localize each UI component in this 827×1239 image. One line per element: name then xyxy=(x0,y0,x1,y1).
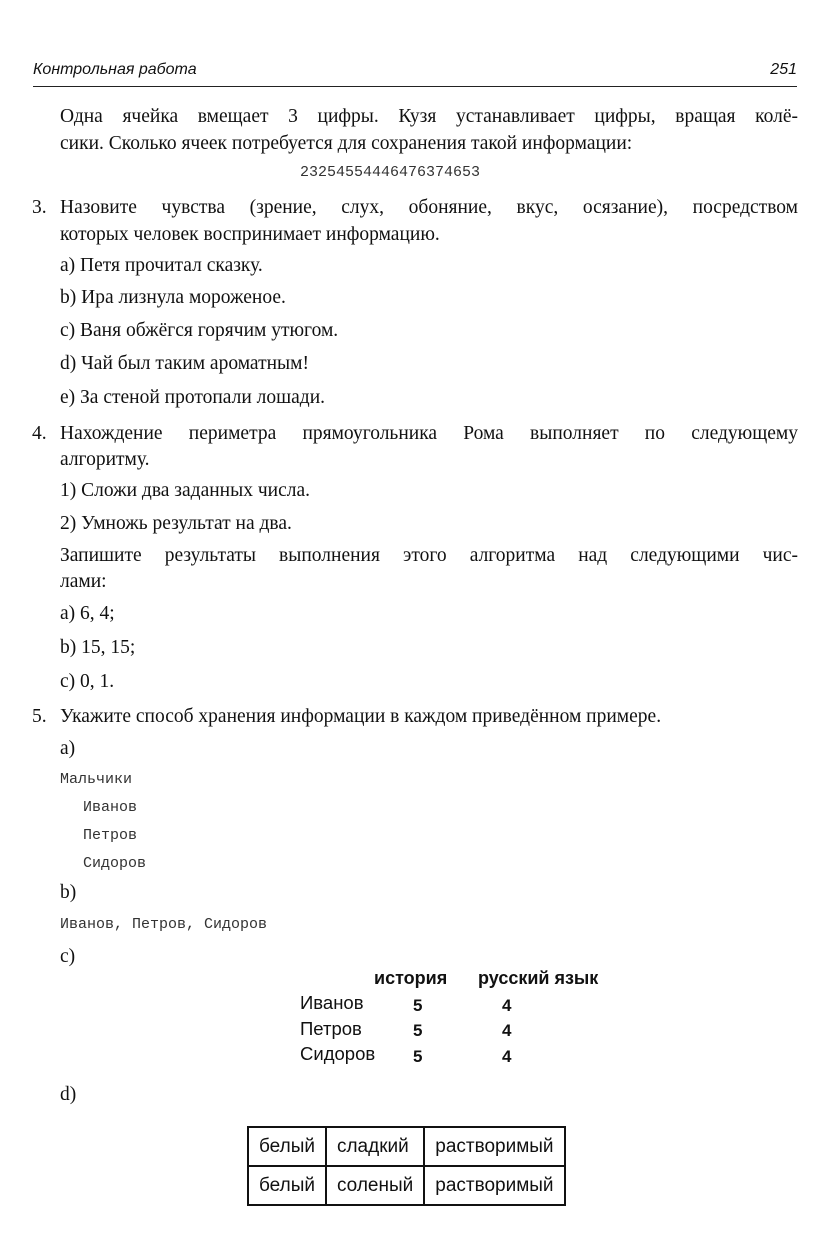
task-3-line-2: которых человек воспринимает информацию. xyxy=(60,224,440,245)
table-cell: растворимый xyxy=(424,1127,564,1166)
page-header xyxy=(33,60,797,87)
task-4-line-2: алгоритму. xyxy=(60,449,150,470)
grades-history-value: 5 xyxy=(413,1021,423,1040)
page-number: 251 xyxy=(770,61,797,78)
task-4-prompt-line-2: лами: xyxy=(60,571,107,592)
intro-line-2: сики. Сколько ячеек потребуется для сохранения такой информации: xyxy=(60,133,633,154)
example-a-name: Петров xyxy=(83,827,138,844)
task-3-number: 3. xyxy=(32,197,47,218)
task-3-item: d) Чай был таким ароматным! xyxy=(60,353,309,374)
grades-russian-value: 4 xyxy=(502,996,512,1015)
example-b-list: Иванов, Петров, Сидоров xyxy=(60,916,268,933)
task-5-text: Укажите способ хранения информации в каждом приведённом примере. xyxy=(60,706,662,727)
grades-history-value: 5 xyxy=(413,996,423,1015)
example-b-label: b) xyxy=(60,882,77,903)
task-3-item: e) За стеной протопали лошади. xyxy=(60,387,326,408)
task-5-number: 5. xyxy=(32,706,47,727)
task-4-item: b) 15, 15; xyxy=(60,637,136,658)
table-row xyxy=(248,1166,565,1205)
example-a-name: Сидоров xyxy=(83,855,147,872)
grades-student-name: Сидоров xyxy=(300,1043,376,1064)
task-3-item: a) Петя прочитал сказку. xyxy=(60,255,263,276)
table-row xyxy=(248,1127,565,1166)
table-cell: растворимый xyxy=(424,1166,564,1205)
table-cell: белый xyxy=(248,1166,326,1205)
grades-student-name: Иванов xyxy=(300,992,364,1013)
task-4-number: 4. xyxy=(32,423,47,444)
task-4-line-1: Нахождение периметра прямоугольника Рома выполняет по следующему xyxy=(60,423,798,444)
grades-student-name: Петров xyxy=(300,1018,362,1039)
example-a-group: Мальчики xyxy=(60,771,133,788)
grades-header-russian: русский язык xyxy=(478,968,599,988)
task-4-prompt-line-1: Запишите результаты выполнения этого алгоритма над следующими чис- xyxy=(60,545,798,566)
running-title: Контрольная работа xyxy=(33,61,197,78)
properties-table xyxy=(247,1126,566,1206)
intro-line-1: Одна ячейка вмещает 3 цифры. Кузя устанавливает цифры, вращая колё- xyxy=(60,106,798,127)
task-4-item: c) 0, 1. xyxy=(60,671,115,692)
grades-header-history: история xyxy=(374,968,448,988)
task-3-line-1: Назовите чувства (зрение, слух, обоняние, вкус, осязание), посредством xyxy=(60,197,798,218)
example-d-label: d) xyxy=(60,1084,77,1105)
task-3-item: b) Ира лизнула мороженое. xyxy=(60,287,286,308)
example-a-name: Иванов xyxy=(83,799,138,816)
grades-russian-value: 4 xyxy=(502,1021,512,1040)
example-c-label: c) xyxy=(60,946,76,967)
task-3-item: c) Ваня обжёгся горячим утюгом. xyxy=(60,320,339,341)
grades-history-value: 5 xyxy=(413,1047,423,1066)
table-cell: сладкий xyxy=(326,1127,424,1166)
task-4-item: a) 6, 4; xyxy=(60,603,115,624)
digit-sequence: 23254554446476374653 xyxy=(300,164,481,181)
task-4-step: 1) Сложи два заданных числа. xyxy=(60,480,310,501)
task-4-step: 2) Умножь результат на два. xyxy=(60,513,292,534)
table-cell: соленый xyxy=(326,1166,424,1205)
table-cell: белый xyxy=(248,1127,326,1166)
grades-russian-value: 4 xyxy=(502,1047,512,1066)
example-a-label: a) xyxy=(60,738,76,759)
